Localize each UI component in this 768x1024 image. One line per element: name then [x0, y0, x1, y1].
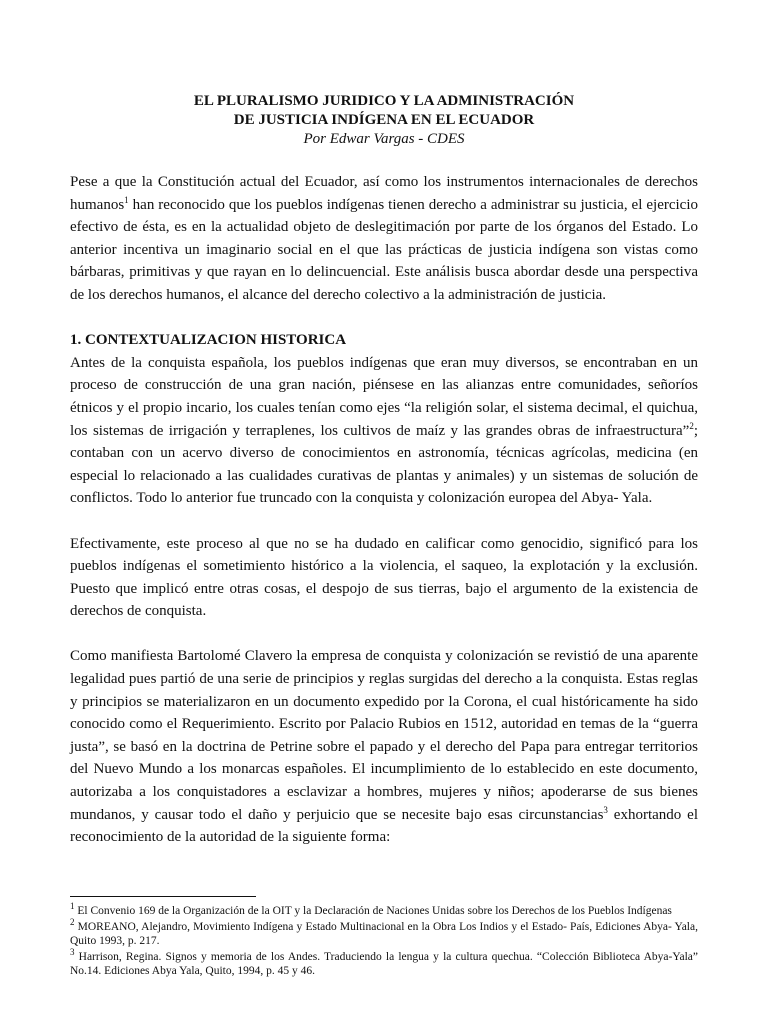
section1-paragraph-2: Efectivamente, este proceso al que no se ha dudado en calificar como genocidio, significó para los pueblos indígenas el sometimiento histórico a la violencia, el saqueo, la explotación y la exclusión. Puesto que implicó entre otras cosas, el despojo de sus tierras, bajo el argumento de la existencia de derechos de conquista.	[70, 535, 698, 620]
footnote-separator	[70, 896, 256, 897]
title-line-1: EL PLURALISMO JURIDICO Y LA ADMINISTRACIÓN	[193, 93, 575, 109]
footnotes	[70, 901, 698, 980]
section1-paragraph-1	[70, 352, 698, 510]
paragraph-1-text-b: ; contaban con un acervo diverso de conocimientos en astronomía, técnicas agrícolas, medicina (en especial lo relacionado a las cualidades curativas de plantas y animales) y un sistemas de solución de conflictos. Todo lo anterior fue truncado con la conquista y colonización europea del Abya- Yala.	[70, 422, 698, 507]
footnote-text: El Convenio 169 de la Organización de la OIT y la Declaración de Naciones Unidas sobre los Derechos de los Pueblos Indígenas	[74, 905, 672, 917]
author-byline: Por Edwar Vargas - CDES	[303, 131, 465, 147]
footnote-number: 2	[70, 916, 75, 927]
footnote-3	[70, 946, 698, 979]
paragraph-1-text-a: Antes de la conquista española, los pueblos indígenas que eran muy diversos, se encontraban en un proceso de construcción de una gran nación, piénsese en las alianzas entre comunidades, señoríos étnicos y el propio incario, los cuales tenían como ejes “la religión solar, el sistema decimal, el quichua, los sistemas de irrigación y terraplenes, los cultivos de maíz y las grandes obras de infraestructura”	[70, 354, 698, 439]
footnote-ref-1[interactable]: 1	[124, 194, 129, 205]
footnote-ref-2[interactable]: 2	[689, 420, 694, 431]
footnote-2	[70, 916, 698, 949]
title-line-2: DE JUSTICIA INDÍGENA EN EL ECUADOR	[233, 112, 535, 128]
section-heading: 1. CONTEXTUALIZACION HISTORICA	[70, 332, 347, 349]
footnote-number: 1	[70, 901, 75, 912]
footnote-number: 3	[70, 946, 75, 957]
section1-paragraph-3	[70, 645, 698, 848]
document-title	[70, 92, 698, 130]
footnote-text: Harrison, Regina. Signos y memoria de los Andes. Traduciendo la lengua y la cultura quechua. “Colección Biblioteca Abya-Yala” No.14. Ediciones Abya Yala, Quito, 1994, p. 45 y 46.	[70, 950, 698, 978]
intro-text-a: Pese a que la Constitución actual del Ecuador, así como los instrumentos internacionales de derechos humanos	[70, 174, 698, 213]
footnote-1	[70, 901, 698, 919]
paragraph-3-text-b: exhortando el reconocimiento de la autoridad de la siguiente forma:	[70, 806, 698, 846]
paragraph-3-text-a: Como manifiesta Bartolomé Clavero la empresa de conquista y colonización se revistió de una aparente legalidad pues partió de una serie de principios y reglas surgidas del derecho a la conquista. Estas reglas y principios se materializaron en un documento expedido por la Corona, el cual históricamente ha sido conocido como el Requerimiento. Escrito por Palacio Rubios en 1512, autoridad en temas de la “guerra justa”, se basó en la doctrina de Petrine sobre el papado y el derecho del Papa para entregar territorios del Nuevo Mundo a los monarcas españoles. El incumplimiento de lo establecido en este documento, autorizaba a los conquistadores a esclavizar a hombres, mujeres y niños; apoderarse de sus bienes mundanos, y causar todo el daño y perjuicio que se necesite bajo esas circunstancias	[70, 648, 698, 823]
intro-paragraph	[70, 171, 698, 307]
footnote-ref-3[interactable]: 3	[603, 804, 608, 815]
footnote-text: MOREANO, Alejandro, Movimiento Indígena y Estado Multinacional en la Obra Los Indios y el Estado- País, Ediciones Abya- Yala, Quito 1993, p. 217.	[70, 920, 698, 948]
intro-text-b: han reconocido que los pueblos indígenas tienen derecho a administrar su justicia, el ejercicio efectivo de ésta, es en la actualidad objeto de deslegitimación por parte de los órganos del Estado. Lo anterior incentiva un imaginario social en el que las prácticas de justicia indígena son vistas como bárbaras, primitivas y que rayan en lo delincuencial. Este análisis busca abordar desde una perspectiva de los derechos humanos, el alcance del derecho colectivo a la administración de justicia.	[70, 196, 698, 303]
